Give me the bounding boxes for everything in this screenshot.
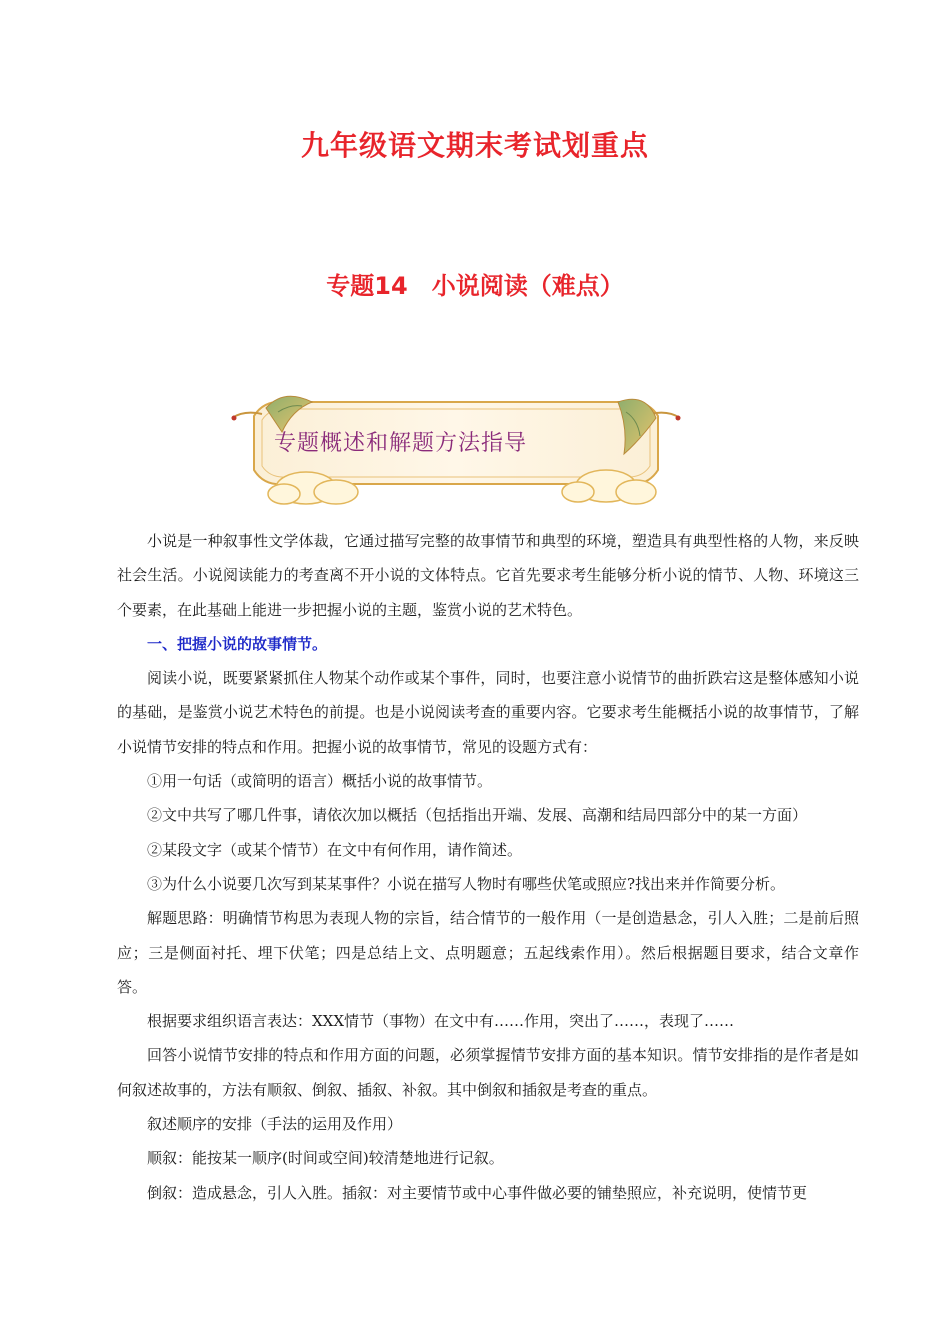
document-title: 九年级语文期末考试划重点 <box>300 129 649 162</box>
topic-subtitle: 专题14 小说阅读（难点） <box>326 272 624 300</box>
body-paragraph: ①用一句话（或简明的语言）概括小说的故事情节。 <box>147 772 493 791</box>
body-paragraph: 小说是一种叙事性文学体裁，它通过描写完整的故事情节和典型的环境，塑造具有典型性格的人物，来反映社会生活。小说阅读能力的考查离不开小说的文体特点。它首先要求考生能够分析小说的情节、人物、环境这三个要素，在此基础上能进一步把握小说的主题，鉴赏小说的艺术特色。 <box>117 532 859 619</box>
body-paragraph: ③为什么小说要几次写到某某事件？小说在描写人物时有哪些伏笔或照应?找出来并作简要分析。 <box>147 874 786 893</box>
section-banner <box>226 388 686 513</box>
body-paragraph: 回答小说情节安排的特点和作用方面的问题，必须掌握情节安排方面的基本知识。情节安排指的是作者是如何叙述故事的，方法有顺叙、倒叙、插叙、补叙。其中倒叙和插叙是考查的重点。 <box>117 1046 859 1099</box>
body-paragraph: 解题思路：明确情节构思为表现人物的宗旨，结合情节的一般作用（一是创造悬念，引人入胜；二是前后照应；三是侧面衬托、埋下伏笔；四是总结上文、点明题意；五起线索作用）。然后根据题目要求，结合文章作答。 <box>117 909 859 996</box>
body-paragraph: 倒叙：造成悬念，引人入胜。插叙：对主要情节或中心事件做必要的铺垫照应，补充说明，使情节更 <box>147 1183 808 1202</box>
body-paragraph: ②文中共写了哪几件事，请依次加以概括（包括指出开端、发展、高潮和结局四部分中的某一方面） <box>147 806 808 825</box>
banner-label: 专题概述和解题方法指导 <box>274 431 528 456</box>
body-paragraph: ②某段文字（或某个情节）在文中有何作用，请作简述。 <box>147 840 523 859</box>
body-paragraph: 阅读小说，既要紧紧抓住人物某个动作或某个事件，同时，也要注意小说情节的曲折跌宕这是整体感知小说的基础，是鉴赏小说艺术特色的前提。也是小说阅读考查的重要内容。它要求考生能概括小说的故事情节，了解小说情节安排的特点和作用。把握小说的故事情节，常见的设题方式有： <box>117 669 859 756</box>
body-paragraph: 叙述顺序的安排（手法的运用及作用） <box>147 1115 403 1134</box>
body-paragraph: 根据要求组织语言表达：XXX情节（事物）在文中有……作用，突出了……，表现了…… <box>147 1012 735 1031</box>
document-body <box>117 524 859 1210</box>
section-heading: 一、把握小说的故事情节。 <box>147 634 328 653</box>
body-paragraph: 顺叙：能按某一顺序(时间或空间)较清楚地进行记叙。 <box>147 1149 504 1168</box>
